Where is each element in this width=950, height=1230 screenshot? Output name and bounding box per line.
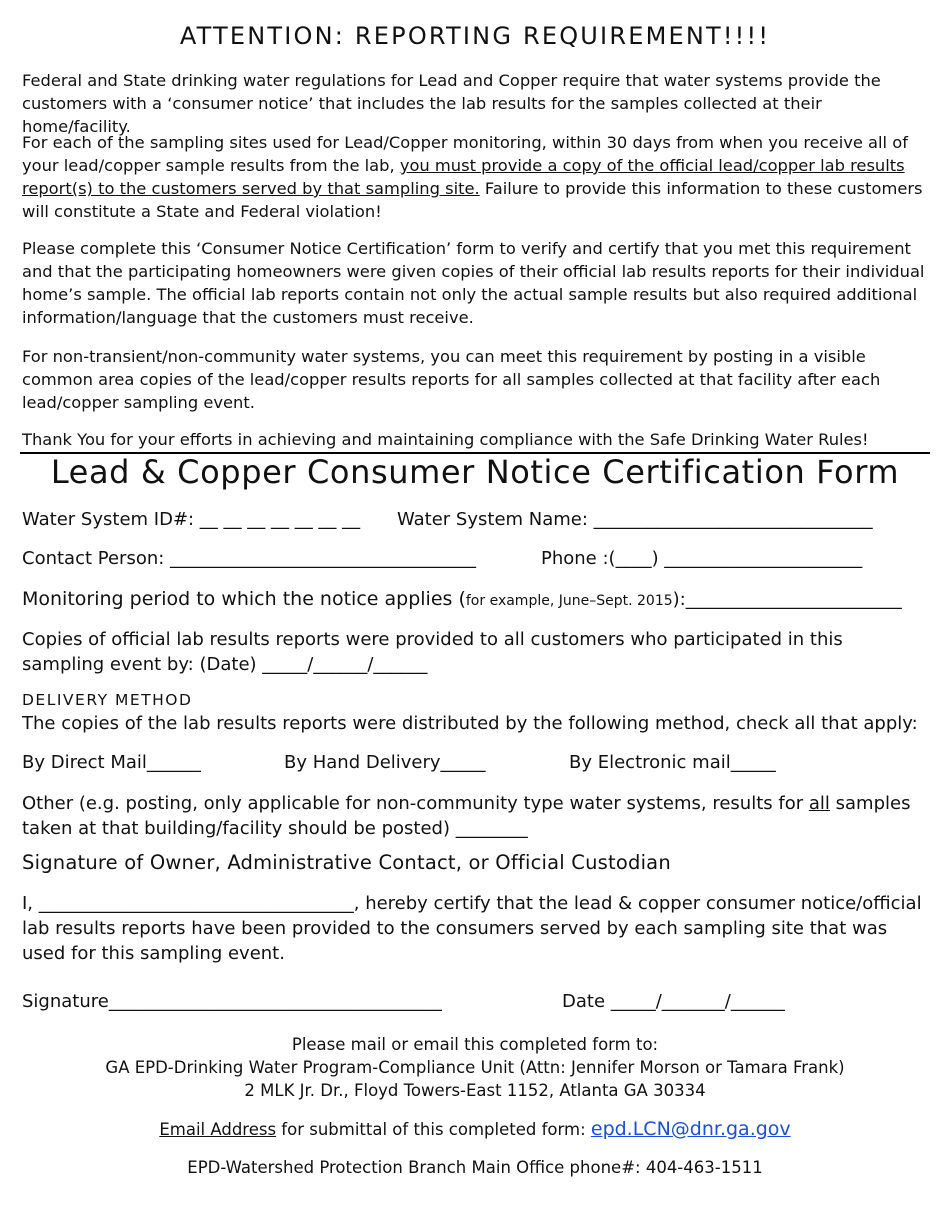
delivery-method-heading: DELIVERY METHOD <box>22 691 193 709</box>
main-office-phone: EPD-Watershed Protection Branch Main Office phone#: 404-463-1511 <box>187 1158 763 1177</box>
monitoring-period-label: Monitoring period to which the notice applies ( <box>22 588 466 610</box>
signature-field[interactable]: Signature_____________________________________ <box>22 991 442 1012</box>
signature-date-field[interactable]: Date _____/_______/______ <box>562 991 785 1012</box>
monitoring-period-field[interactable] <box>22 588 902 610</box>
intro-p2-tail: Failure to provide this information to these customers will constitute a State and Federal violation! <box>22 179 923 221</box>
contact-person-field[interactable]: Contact Person: __________________________________ <box>22 548 477 569</box>
attention-heading: ATTENTION: REPORTING REQUIREMENT!!!! <box>179 22 771 50</box>
mail-recipient: GA EPD-Drinking Water Program-Compliance Unit (Attn: Jennifer Morson or Tamara Frank) <box>105 1058 845 1077</box>
intro-paragraph-5: Thank You for your efforts in achieving and maintaining compliance with the Safe Drinking Water Rules! <box>22 430 869 449</box>
mail-instructions: Please mail or email this completed form to: <box>291 1035 659 1054</box>
other-method-field[interactable] <box>22 791 928 841</box>
certification-statement[interactable]: I, ___________________________________, hereby certify that the lead & copper consumer notice/official lab results reports have been provided to the consumers served by each sampling site that was used for this sampling event. <box>22 893 922 964</box>
intro-paragraph-1: Federal and State drinking water regulations for Lead and Copper require that water systems provide the customers with a ‘consumer notice’ that includes the lab results for the samples collected at their home/facility. <box>22 71 881 136</box>
other-method-all: all <box>808 793 830 814</box>
other-method-text: Other (e.g. posting, only applicable for non-community type water systems, results for <box>22 793 809 814</box>
form-title: Lead & Copper Consumer Notice Certification Form <box>50 453 900 491</box>
signature-section-heading: Signature of Owner, Administrative Contact, or Official Custodian <box>22 851 671 874</box>
email-line <box>0 1118 950 1140</box>
email-submittal-text: for submittal of this completed form: <box>276 1120 591 1139</box>
water-system-id-field[interactable]: Water System ID#: __ __ __ __ __ __ __ <box>22 509 361 530</box>
intro-paragraph-4: For non-transient/non-community water systems, you can meet this requirement by posting in a visible common area copies of the lead/copper results reports for all samples collected at that facility after each lead/copper sampling event. <box>22 347 881 412</box>
delivery-instructions: The copies of the lab results reports were distributed by the following method, check all that apply: <box>22 713 918 734</box>
intro-p2-underlined: you must provide a copy of the official lead/copper lab results report(s) to the customers served by that sampling site. <box>22 156 905 198</box>
other-method-tail: samples taken at that building/facility should be posted) ________ <box>22 793 911 839</box>
direct-mail-checkbox[interactable]: By Direct Mail______ <box>22 752 201 773</box>
mail-address: 2 MLK Jr. Dr., Floyd Towers-East 1152, Atlanta GA 30334 <box>244 1081 706 1100</box>
email-address-link[interactable]: epd.LCN@dnr.ga.gov <box>590 1118 791 1140</box>
intro-p2-text: For each of the sampling sites used for Lead/Copper monitoring, within 30 days from when you receive all of your lead/copper sample results from the lab, <box>22 133 908 175</box>
electronic-mail-checkbox[interactable]: By Electronic mail_____ <box>569 752 776 773</box>
monitoring-period-example: for example, June–Sept. 2015 <box>465 593 673 609</box>
phone-field[interactable]: Phone :(____) ______________________ <box>541 548 863 569</box>
intro-paragraph-3: Please complete this ‘Consumer Notice Certification’ form to verify and certify that you met this requirement and that the participating homeowners were given copies of their official lab results reports for their individual home’s sample. The official lab reports contain not only the actual sample results but also required additional information/language that the customers must receive. <box>22 239 925 327</box>
intro-paragraph-2 <box>22 131 928 223</box>
email-address-label: Email Address <box>159 1120 277 1139</box>
copies-provided-date-field[interactable]: Copies of official lab results reports were provided to all customers who participated in this sampling event by: (Date) _____/______/______ <box>22 629 843 675</box>
monitoring-period-blank[interactable]: ):________________________ <box>672 589 902 610</box>
water-system-name-field[interactable]: Water System Name: _______________________________ <box>397 509 873 530</box>
hand-delivery-checkbox[interactable]: By Hand Delivery_____ <box>284 752 486 773</box>
